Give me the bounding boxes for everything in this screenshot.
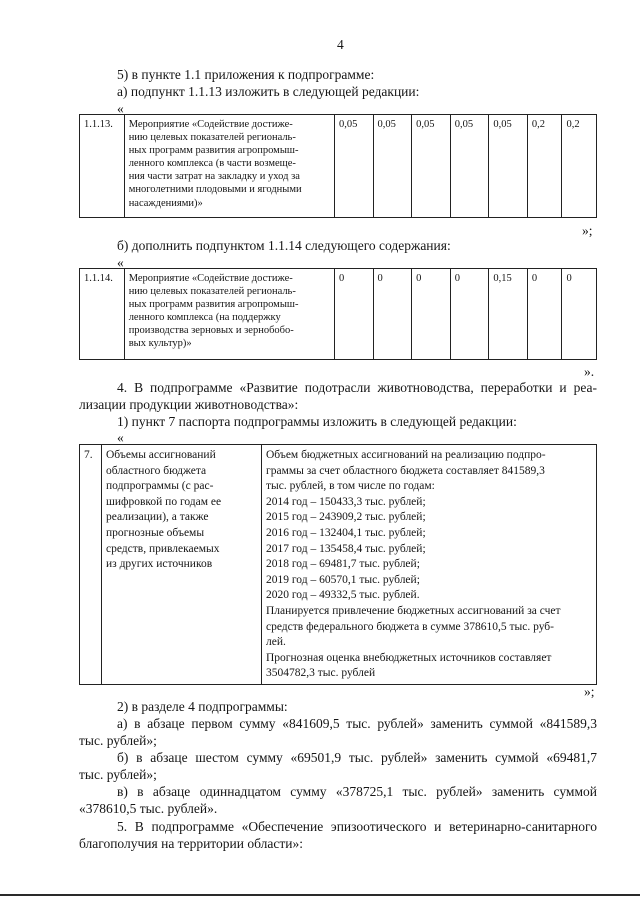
desc-line: нию целевых показателей региональ- bbox=[128, 132, 296, 144]
value-cell: 0,05 bbox=[412, 115, 451, 218]
value-line: 3504782,3 тыс. рублей bbox=[266, 667, 376, 680]
value-cell: 0,2 bbox=[527, 115, 562, 218]
scan-edge-line bbox=[0, 894, 640, 896]
value-line: тыс. рублей, в том числе по годам: bbox=[266, 480, 435, 493]
desc-line: ния части затрат на закладку и уход за bbox=[128, 171, 300, 183]
value-cell: 0,05 bbox=[334, 115, 373, 218]
close-quote: ». bbox=[584, 364, 595, 379]
label-line: шифровкой по годам ее bbox=[106, 495, 222, 508]
subitem-b-heading: б) дополнить подпунктом 1.1.14 следующего содержания: bbox=[117, 238, 451, 253]
section-4-para-cont: лизации продукции животноводства»: bbox=[79, 397, 299, 412]
label-line: подпрограммы (с рас- bbox=[106, 480, 214, 493]
value-line: 2017 год – 135458,4 тыс. рублей; bbox=[266, 542, 426, 555]
desc-line: ных программ развития агропромыш- bbox=[128, 299, 299, 311]
value-cell: 0 bbox=[562, 269, 597, 360]
value-cell: 0 bbox=[373, 269, 412, 360]
value-cell: 0 bbox=[412, 269, 451, 360]
row-description bbox=[124, 115, 334, 218]
label-line: из других источников bbox=[106, 558, 213, 571]
value-line: Прогнозная оценка внебюджетных источников составляет bbox=[266, 651, 552, 664]
section-4-para: 4. В подпрограмме «Развитие подотрасли животноводства, переработки и реа- bbox=[117, 380, 597, 395]
passport-value bbox=[262, 445, 597, 685]
desc-line: ленного комплекса (на поддержку bbox=[128, 312, 281, 324]
label-line: средств, привлекаемых bbox=[106, 542, 220, 555]
value-cell: 0,05 bbox=[373, 115, 412, 218]
row-description bbox=[124, 269, 334, 360]
value-line: лей. bbox=[266, 636, 286, 649]
table-subitem-1113 bbox=[79, 114, 597, 218]
close-quote: »; bbox=[584, 684, 595, 699]
value-line: 2019 год – 60570,1 тыс. рублей; bbox=[266, 573, 420, 586]
item-2b-cont: тыс. рублей»; bbox=[79, 767, 157, 782]
desc-line: насаждениями)» bbox=[128, 197, 203, 209]
row-code: 1.1.14. bbox=[80, 269, 125, 360]
value-line: 2016 год – 132404,1 тыс. рублей; bbox=[266, 526, 426, 539]
desc-line: производства зерновых и зернобобо- bbox=[128, 325, 294, 337]
table-subitem-1114 bbox=[79, 268, 597, 360]
desc-line: многолетними плодовыми и ягодными bbox=[128, 184, 302, 196]
value-cell: 0 bbox=[334, 269, 373, 360]
item-2a: а) в абзаце первом сумму «841609,5 тыс. рублей» заменить суммой «841589,3 bbox=[117, 716, 597, 731]
passport-num: 7. bbox=[80, 445, 102, 685]
open-quote: « bbox=[117, 101, 124, 116]
item-2-heading: 2) в разделе 4 подпрограммы: bbox=[117, 699, 288, 714]
item-1-heading: 1) пункт 7 паспорта подпрограммы изложить в следующей редакции: bbox=[117, 414, 517, 429]
value-cell: 0,05 bbox=[450, 115, 489, 218]
open-quote: « bbox=[117, 430, 124, 445]
desc-line: нию целевых показателей региональ- bbox=[128, 286, 296, 298]
value-line: 2018 год – 69481,7 тыс. рублей; bbox=[266, 558, 420, 571]
value-cell: 0 bbox=[527, 269, 562, 360]
value-cell: 0 bbox=[450, 269, 489, 360]
value-line: 2020 год – 49332,5 тыс. рублей. bbox=[266, 589, 420, 602]
passport-label bbox=[102, 445, 262, 685]
item-2c-cont: «378610,5 тыс. рублей». bbox=[79, 801, 218, 816]
value-line: Планируется привлечение бюджетных ассигнований за счет bbox=[266, 604, 561, 617]
value-line: 2014 год – 150433,3 тыс. рублей; bbox=[266, 495, 426, 508]
value-line: граммы за счет областного бюджета составляет 841589,3 bbox=[266, 464, 545, 477]
open-quote: « bbox=[117, 255, 124, 270]
item-2c: в) в абзаце одиннадцатом сумму «378725,1 тыс. рублей» заменить суммой bbox=[117, 784, 597, 799]
desc-line: Мероприятие «Содействие достиже- bbox=[128, 119, 293, 130]
value-cell: 0,05 bbox=[489, 115, 528, 218]
desc-line: Мероприятие «Содействие достиже- bbox=[128, 273, 293, 284]
section-5-para-cont: благополучия на территории области»: bbox=[79, 836, 303, 851]
value-line: 2015 год – 243909,2 тыс. рублей; bbox=[266, 511, 426, 524]
value-line: средств федерального бюджета в сумме 378610,5 тыс. руб- bbox=[266, 620, 554, 633]
value-cell: 0,2 bbox=[562, 115, 597, 218]
desc-line: ленного комплекса (в части возмеще- bbox=[128, 158, 296, 170]
item-5-heading: 5) в пункте 1.1 приложения к подпрограмме: bbox=[117, 67, 375, 82]
item-2b: б) в абзаце шестом сумму «69501,9 тыс. рублей» заменить суммой «69481,7 bbox=[117, 750, 597, 765]
value-line: Объем бюджетных ассигнований на реализацию подпро- bbox=[266, 449, 546, 461]
label-line: реализации), а также bbox=[106, 511, 209, 524]
subitem-a-heading: а) подпункт 1.1.13 изложить в следующей редакции: bbox=[117, 84, 420, 99]
close-quote: »; bbox=[582, 223, 593, 238]
desc-line: ных программ развития агропромыш- bbox=[128, 145, 299, 157]
page-number: 4 bbox=[337, 37, 344, 52]
item-2a-cont: тыс. рублей»; bbox=[79, 733, 157, 748]
section-5-para: 5. В подпрограмме «Обеспечение эпизоотического и ветеринарно-санитарного bbox=[117, 819, 597, 834]
label-line: областного бюджета bbox=[106, 464, 207, 477]
table-passport-item-7 bbox=[79, 444, 597, 685]
label-line: прогнозные объемы bbox=[106, 526, 205, 539]
value-cell: 0,15 bbox=[489, 269, 528, 360]
label-line: Объемы ассигнований bbox=[106, 449, 216, 461]
desc-line: вых культур)» bbox=[128, 338, 192, 350]
row-code: 1.1.13. bbox=[80, 115, 125, 218]
